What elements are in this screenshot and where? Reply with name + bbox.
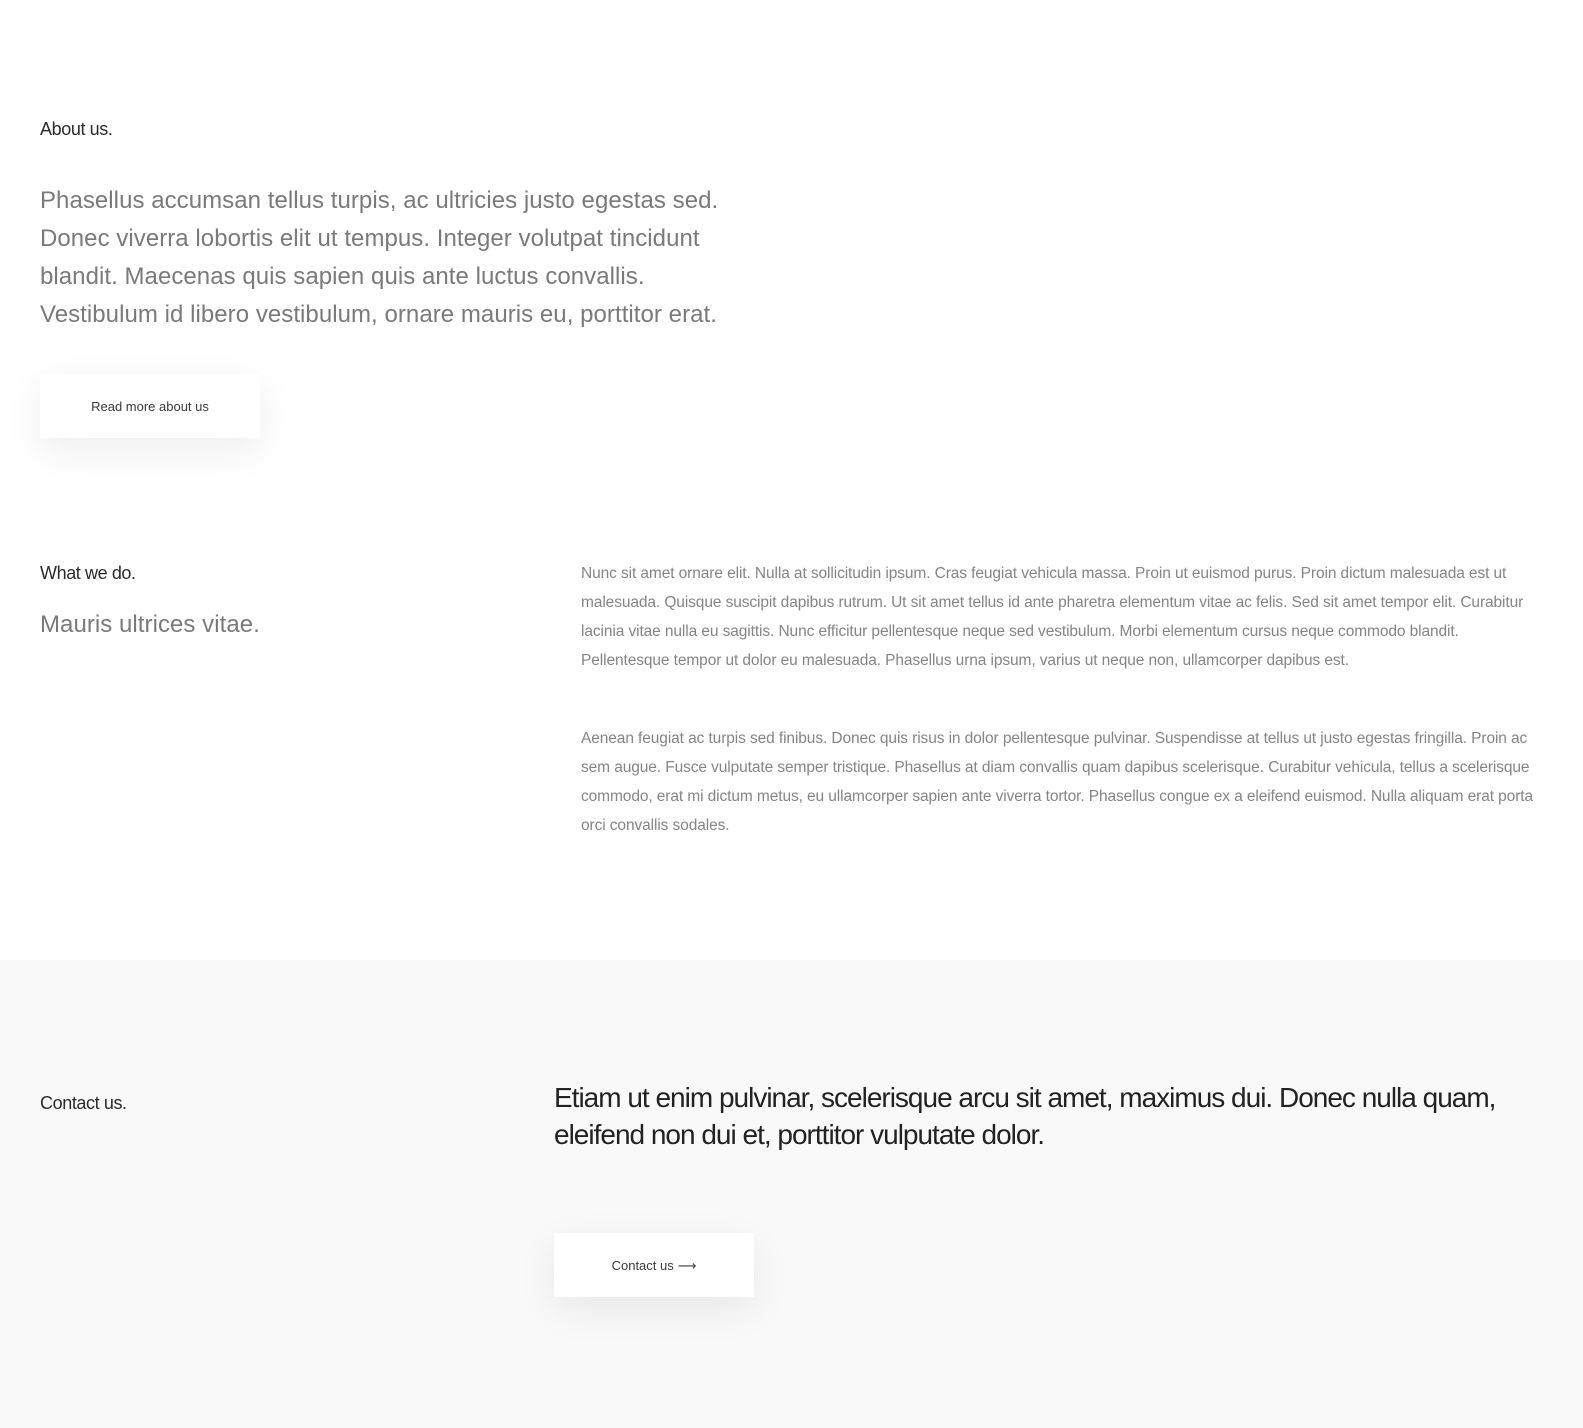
contact-us-button[interactable] (554, 1233, 754, 1297)
about-lead-text: Phasellus accumsan tellus turpis, ac ultricies justo egestas sed. Donec viverra lobortis elit ut tempus. Integer volutpat tincidunt blandit. Maecenas quis sapien quis ante luctus convallis. Vestibulum id libero vestibulum, ornare mauris eu, porttitor erat. (40, 187, 719, 328)
what-we-do-heading: What we do. (40, 563, 136, 583)
contact-statement: Etiam ut enim pulvinar, scelerisque arcu sit amet, maximus dui. Donec nulla quam, eleifend non dui et, porttitor vulputate dolor. (554, 1082, 1496, 1150)
contact-heading: Contact us. (40, 1093, 127, 1113)
contact-us-label: Contact us (611, 1257, 674, 1273)
read-more-about-label: Read more about us (91, 398, 209, 414)
read-more-about-button[interactable] (40, 374, 260, 438)
what-we-do-paragraph-1: Nunc sit amet ornare elit. Nulla at sollicitudin ipsum. Cras feugiat vehicula massa. Proin ut euismod purus. Proin dictum malesuada est ut malesuada. Quisque suscipit dapibus rutrum. Ut sit amet tellus id ante pharetra elementum vitae ac felis. Sed sit amet tempor elit. Curabitur lacinia vitae nulla eu sagittis. Nunc efficitur pellentesque neque sed vestibulum. Morbi elementum cursus neque commodo blandit. Pellentesque tempor ut dolor eu malesuada. Phasellus urna ipsum, varius ut neque non, ullamcorper dapibus est. (581, 565, 1524, 669)
arrow-right-icon: ⟶ (677, 1257, 697, 1273)
about-heading: About us. (40, 119, 113, 139)
contact-section (0, 960, 1583, 1428)
what-we-do-paragraph-2: Aenean feugiat ac turpis sed finibus. Donec quis risus in dolor pellentesque pulvinar. Suspendisse at tellus ut justo egestas fringilla. Proin ac sem augue. Fusce vulputate semper tristique. Phasellus at diam convallis quam dapibus scelerisque. Curabitur vehicula, tellus a scelerisque commodo, erat mi dictum metus, eu ullamcorper sapien ante viverra tortor. Phasellus congue ex a eleifend euismod. Nulla aliquam erat porta orci convallis sodales. (581, 730, 1533, 834)
what-we-do-subheading: Mauris ultrices vitae. (40, 611, 260, 638)
